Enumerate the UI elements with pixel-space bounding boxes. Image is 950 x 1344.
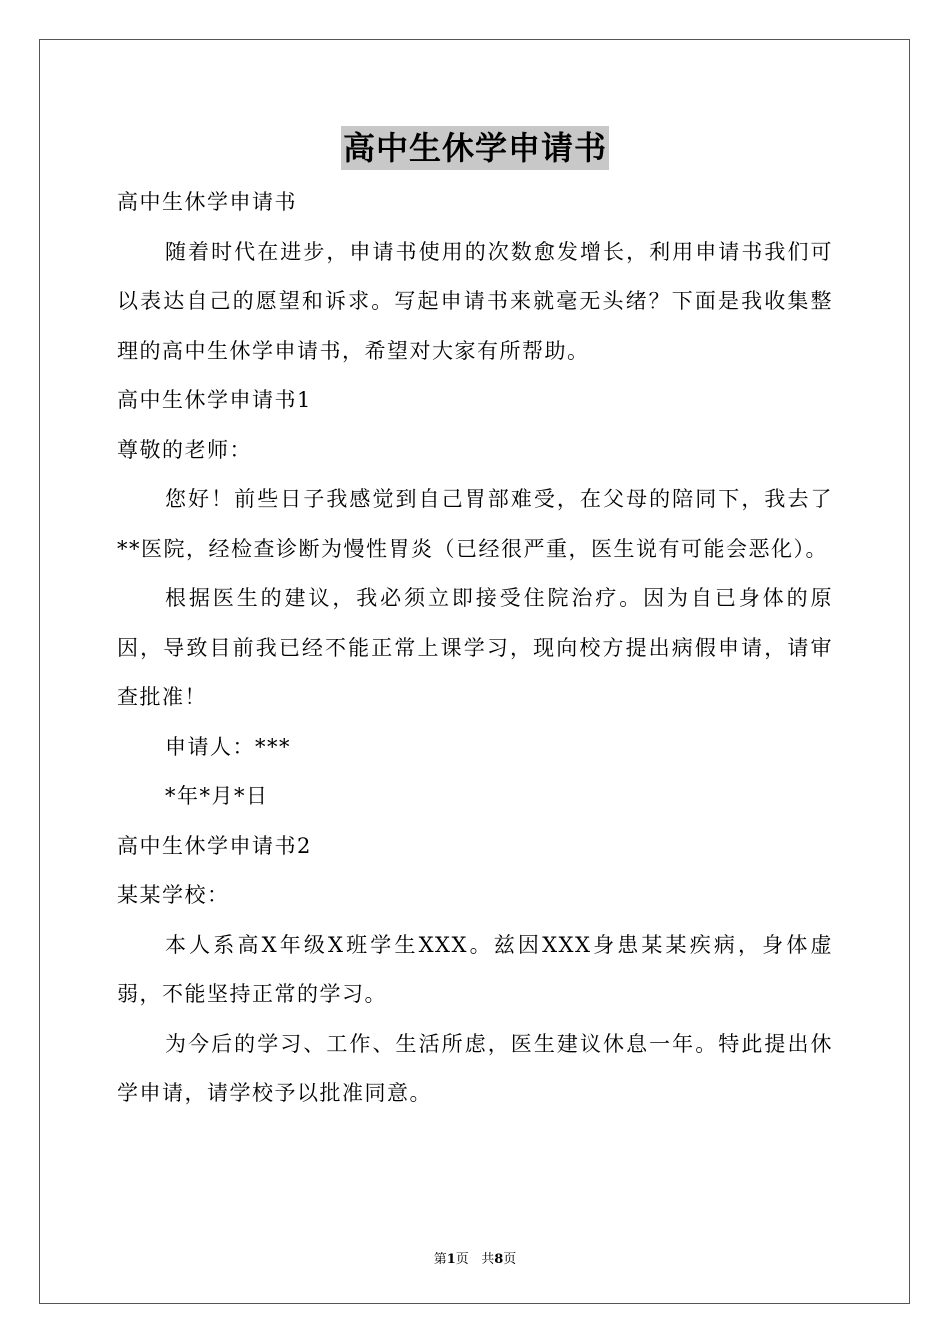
applicant-line: 申请人：***	[165, 734, 291, 759]
title-wrap	[0, 126, 950, 170]
footer-page-suffix: 页	[455, 1252, 469, 1267]
paragraph-body: 您好！前些日子我感觉到自己胃部难受，在父母的陪同下，我去了**医院，经检查诊断为慢性胃炎（已经很严重，医生说有可能会恶化）。	[117, 487, 833, 561]
footer-page-number: 1	[446, 1252, 456, 1267]
salutation-2: 某某学校：	[117, 883, 230, 907]
paragraph-body: 本人系高X年级X班学生XXX。兹因XXX身患某某疾病，身体虚弱，不能坚持正常的学习。	[117, 932, 833, 1006]
date-line: *年*月*日	[165, 784, 269, 808]
paragraph-heading: 高中生休学申请书	[117, 190, 297, 214]
paragraph-intro: 随着时代在进步，申请书使用的次数愈发增长，利用申请书我们可以表达自己的愿望和诉求。写起申请书来就毫无头绪？下面是我收集整理的高中生休学申请书，希望对大家有所帮助。	[117, 239, 833, 363]
footer-total-suffix: 页	[503, 1252, 517, 1267]
section-heading-1: 高中生休学申请书1	[117, 388, 312, 412]
paragraph-body: 根据医生的建议，我必须立即接受住院治疗。因为自已身体的原因，导致目前我已经不能正常上课学习，现向校方提出病假申请，请审查批准！	[117, 586, 833, 709]
paragraph-body: 为今后的学习、工作、生活所虑，医生建议休息一年。特此提出休学申请，请学校予以批准同意。	[117, 1031, 833, 1105]
footer-page-prefix: 第	[433, 1252, 447, 1267]
document-body	[117, 178, 833, 1119]
salutation-1: 尊敬的老师：	[117, 437, 252, 462]
footer-total-pages: 8	[494, 1252, 504, 1267]
section-heading-2: 高中生休学申请书2	[117, 833, 312, 858]
footer-total-prefix: 共	[481, 1252, 495, 1267]
document-title: 高中生休学申请书	[341, 126, 609, 170]
page-footer	[0, 1248, 950, 1267]
